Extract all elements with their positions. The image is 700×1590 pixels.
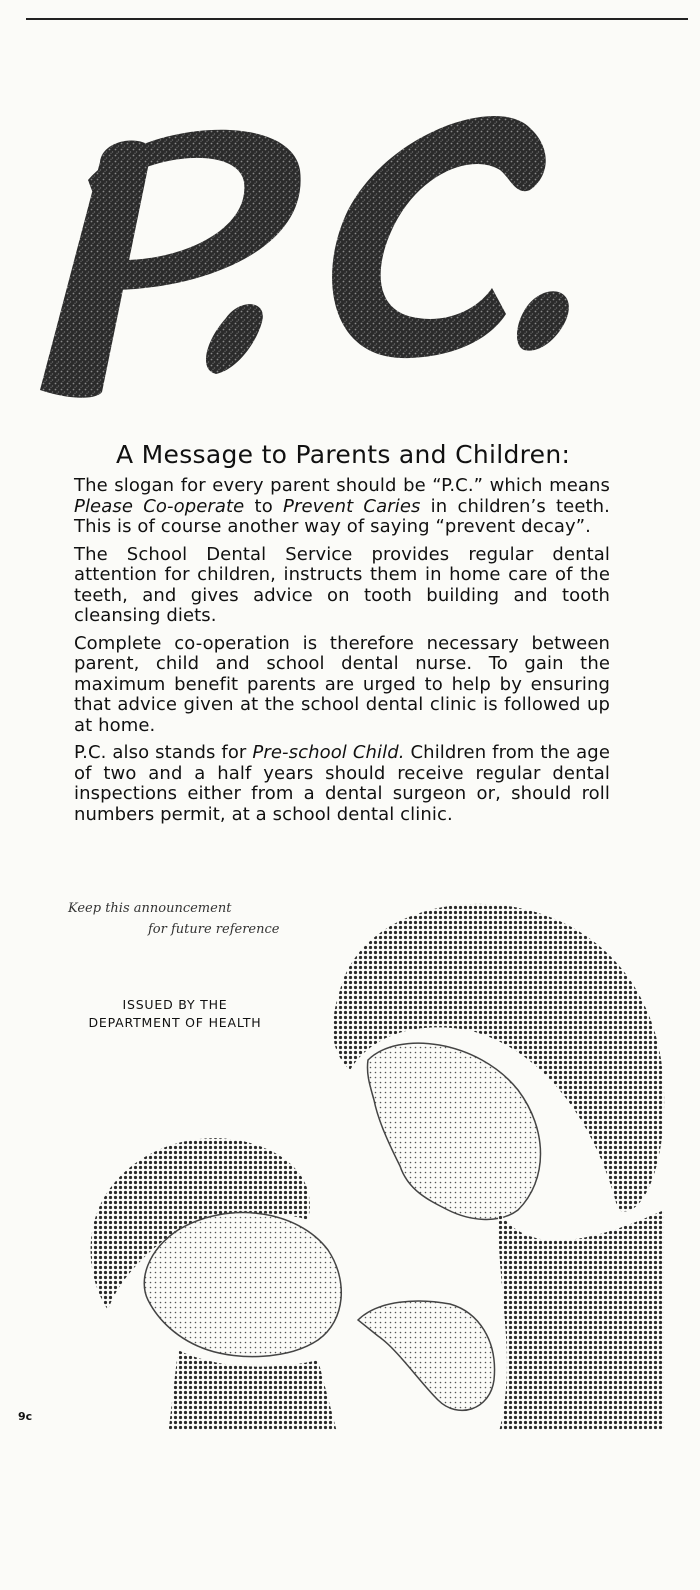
logo-letter-c	[332, 116, 546, 358]
message-body	[74, 476, 610, 832]
mother-child-illustration	[78, 880, 670, 1440]
illustration-base	[78, 1430, 670, 1440]
paragraph-service: The School Dental Service provides regular dental attention for children, instructs them in home care of the teeth, and gives advice on tooth building and tooth cleansing diets.	[74, 543, 610, 626]
mother-shoulder	[498, 1210, 664, 1436]
logo-period-2	[517, 291, 569, 350]
keep-note	[68, 898, 279, 940]
headline: A Message to Parents and Children:	[116, 440, 571, 469]
paragraph-slogan: The slogan for every parent should be “P.C.” which means Please Co-operate to Prevent Caries in children’s teeth. This is of course another way of saying “prevent decay”.	[74, 475, 610, 537]
paragraph-preschool: P.C. also stands for Pre-school Child. Children from the age of two and a half years should receive regular dental inspections either from a dental surgeon or, should roll numbers permit, at a school dental clinic.	[74, 742, 610, 825]
issued-by	[68, 996, 282, 1032]
child-face	[144, 1213, 341, 1357]
top-rule	[26, 18, 688, 20]
page-code: 9c	[18, 1410, 33, 1423]
issued-line1: ISSUED BY THE	[122, 997, 228, 1012]
logo-period-1	[206, 304, 263, 374]
mother-hand	[358, 1301, 495, 1410]
keep-note-line2: for future reference	[148, 922, 280, 937]
pc-logo	[30, 100, 620, 410]
issued-line2: DEPARTMENT OF HEALTH	[88, 1015, 262, 1030]
mother-face	[367, 1043, 540, 1219]
paragraph-cooperation: Complete co-operation is therefore necessary between parent, child and school dental nurse. To gain the maximum benefit parents are urged to help by ensuring that advice given at the school dental clinic is followed up at home.	[74, 632, 610, 736]
keep-note-line1: Keep this announcement	[68, 901, 232, 916]
child-shirt	[168, 1350, 338, 1436]
